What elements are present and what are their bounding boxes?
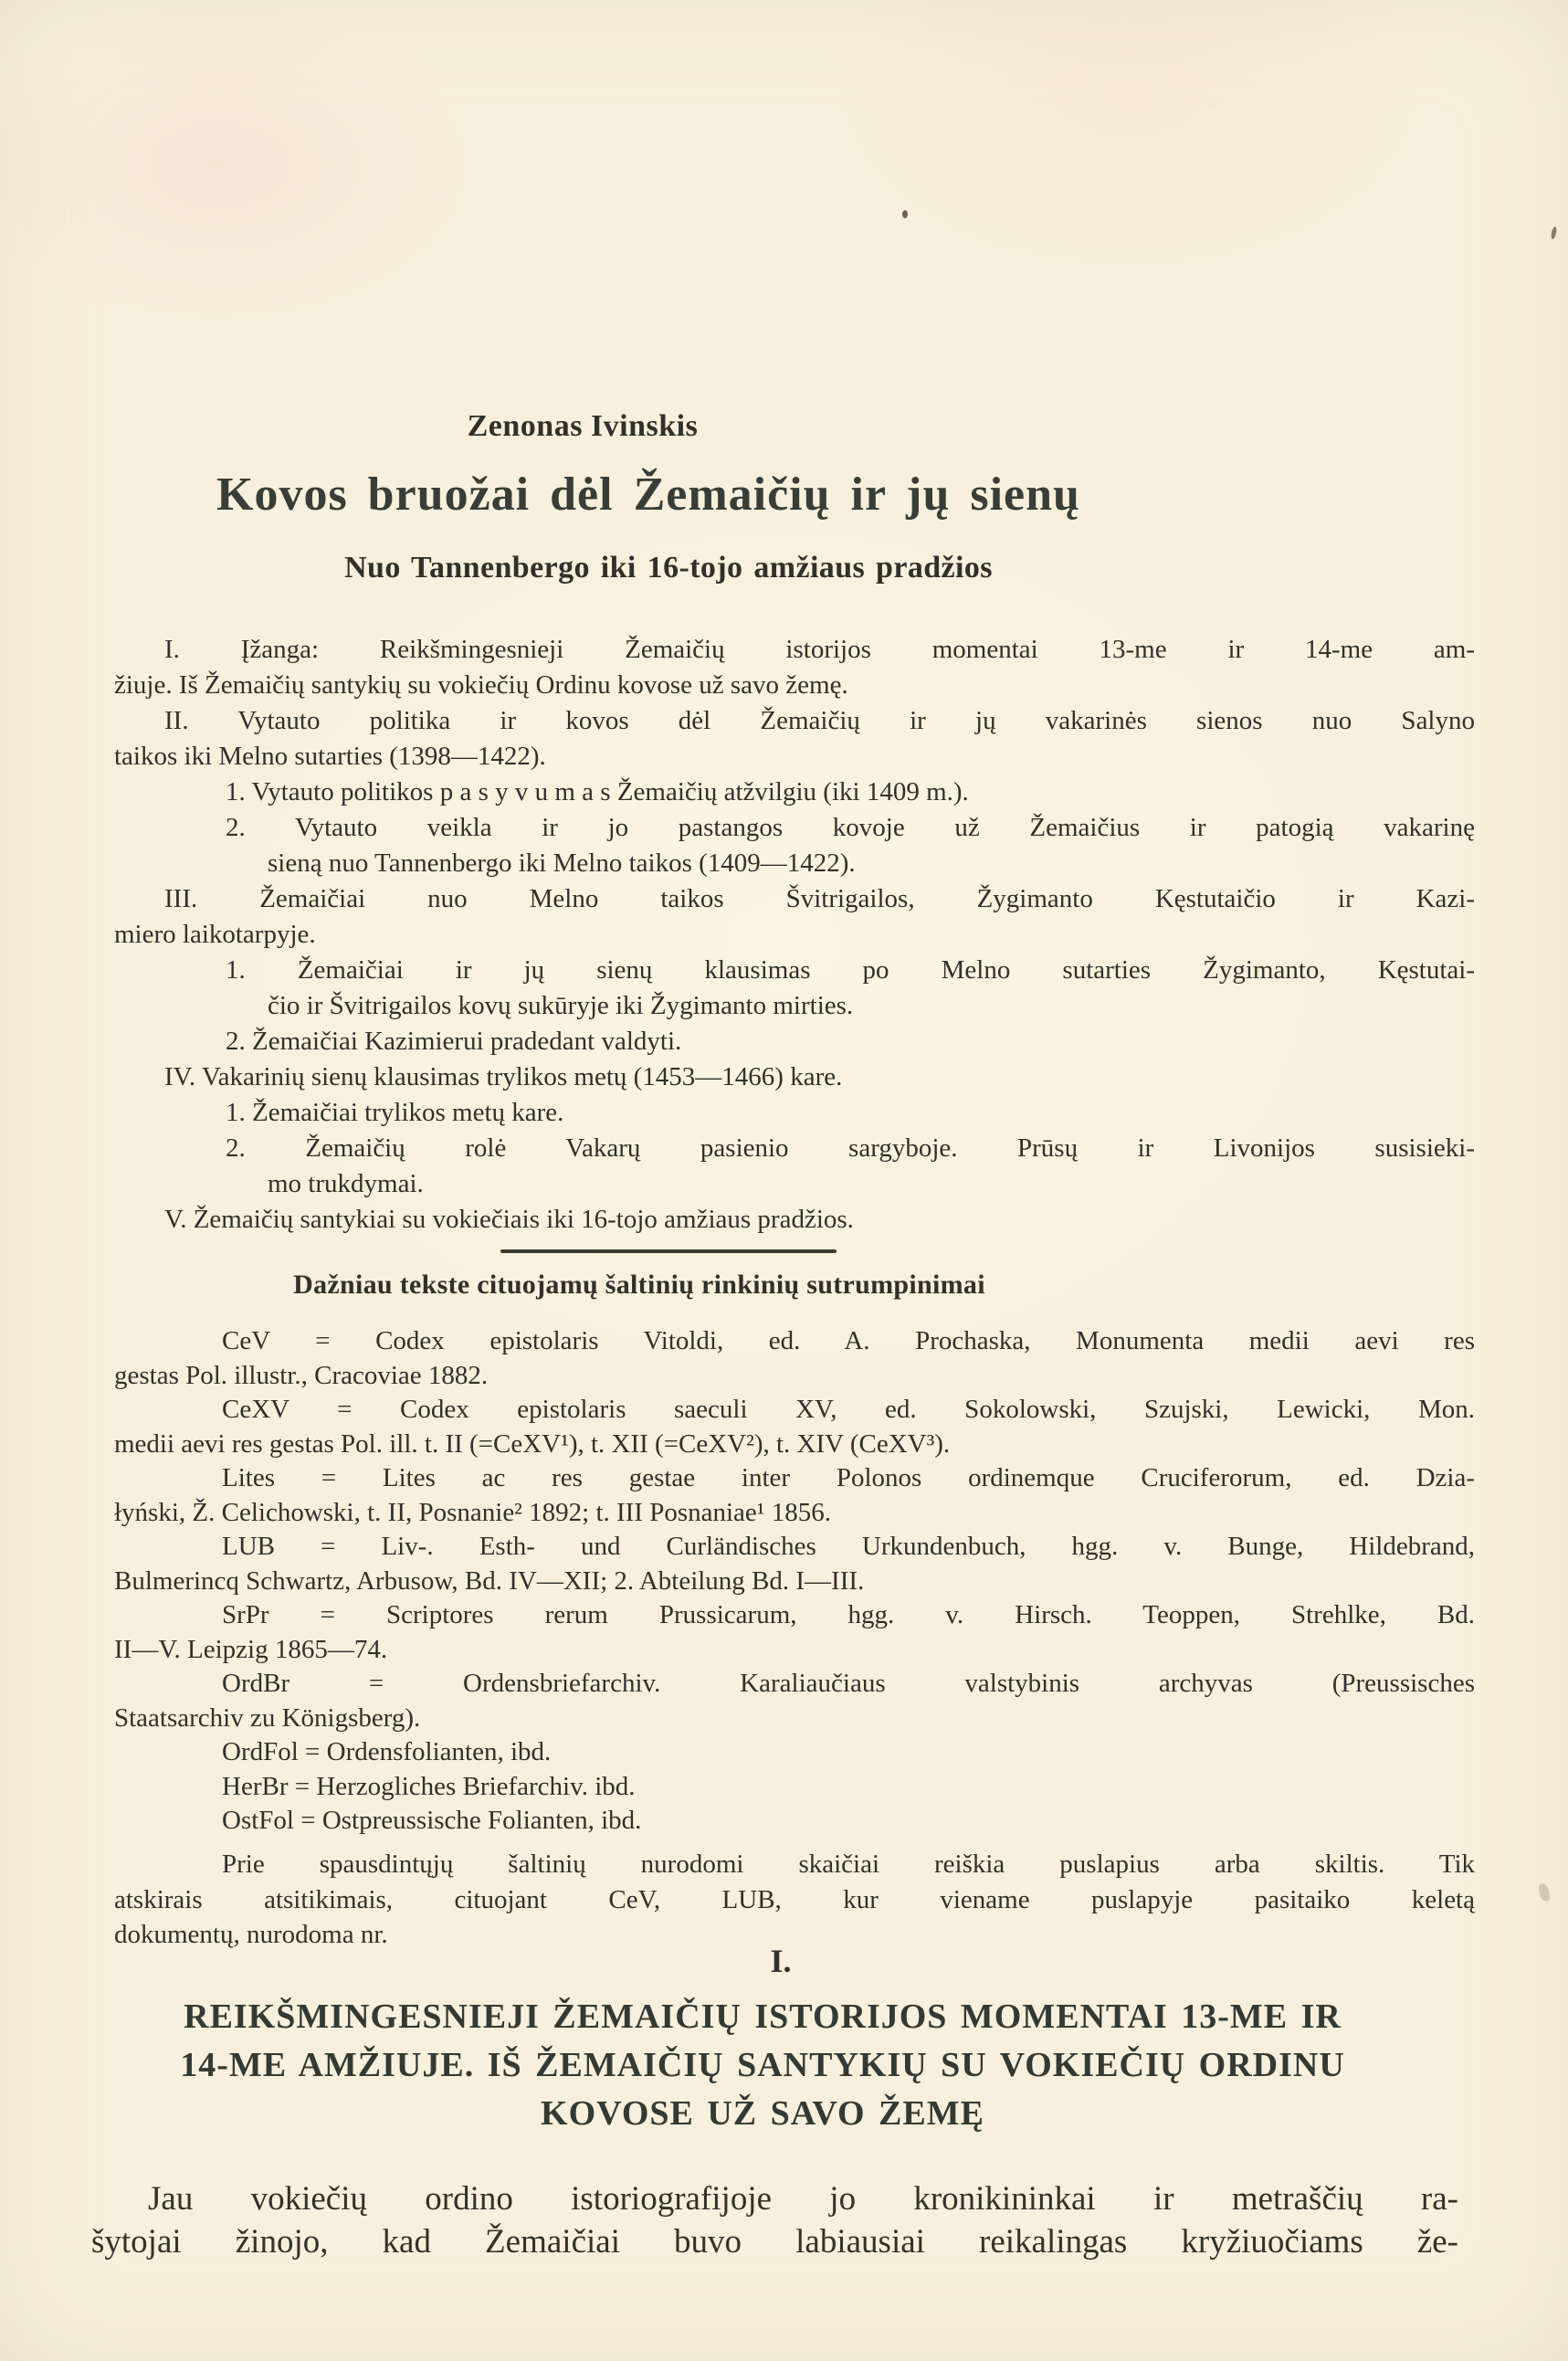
abbreviation-line: Bulmerincq Schwartz, Arbusow, Bd. IV—XII; 2. Abteilung Bd. I—III. [114, 1565, 865, 1596]
abbreviation-line: Staatsarchiv zu Königsberg). [114, 1702, 421, 1733]
scan-speck [1551, 227, 1558, 240]
abbreviations-heading: Dažniau tekste cituojamų šaltinių rinkinių sutrumpinimai [293, 1270, 985, 1300]
abbreviation-line: OrdFol = Ordensfolianten, ibd. [222, 1737, 552, 1766]
body-line: šytojai žinojo, kad Žemaičiai buvo labiausiai reikalingas kryžiuočiams že- [91, 2223, 1458, 2261]
note-line: dokumentų, nurodoma nr. [114, 1920, 388, 1949]
document-header [96, 409, 1201, 585]
toc-line: 1. Vytauto politikos p a s y v u m a s Žemaičių atžvilgiu (iki 1409 m.). [226, 777, 969, 806]
toc-line: 2. Žemaičių rolė Vakarų pasienio sargyboje. Prūsų ir Livonijos susisieki- [226, 1133, 1475, 1163]
abbreviation-line: CeXV = Codex epistolaris saeculi XV, ed. Sokolowski, Szujski, Lewicki, Mon. [222, 1395, 1475, 1424]
chapter-heading-line: 14-ME AMŽIUJE. IŠ ŽEMAIČIŲ SANTYKIŲ SU VOKIEČIŲ ORDINU [180, 2046, 1345, 2084]
toc-line: sieną nuo Tannenbergo iki Melno taikos (1409—1422). [268, 848, 856, 878]
abbreviation-line: medii aevi res gestas Pol. ill. t. II (=CeXV¹), t. XII (=CeXV²), t. XIV (CeXV³). [114, 1428, 951, 1459]
toc-line: taikos iki Melno sutarties (1398—1422). [114, 742, 546, 771]
chapter-heading [55, 1993, 1470, 2138]
toc-line: V. Žemaičių santykiai su vokiečiais iki 16-tojo amžiaus pradžios. [164, 1205, 854, 1234]
abbreviations-list [114, 1324, 1475, 1839]
abbreviation-line: LUB = Liv-. Esth- und Curländisches Urkundenbuch, hgg. v. Bunge, Hildebrand, [222, 1532, 1475, 1561]
toc-line: 2. Vytauto veikla ir jo pastangos kovoje už Žemaičius ir patogią vakarinę [226, 813, 1475, 842]
citation-note-paragraph [114, 1847, 1475, 1953]
toc-line: žiuje. Iš Žemaičių santykių su vokiečių Ordinu kovose už savo žemę. [114, 670, 848, 700]
abbreviation-line: OrdBr = Ordensbriefarchiv. Karaliaučiaus valstybinis archyvas (Preussisches [222, 1669, 1475, 1698]
note-line: atskirais atsitikimais, cituojant CeV, LUB, kur viename puslapyje pasitaiko keletą [114, 1884, 1475, 1914]
abbreviation-line: łyński, Ž. Celichowski, t. II, Posnanie² 1892; t. III Posnaniae¹ 1856. [114, 1497, 831, 1527]
toc-line: IV. Vakarinių sienų klausimas trylikos metų (1453—1466) kare. [164, 1062, 843, 1091]
document-subtitle: Nuo Tannenbergo iki 16-tojo amžiaus pradžios [344, 551, 993, 585]
toc-line: miero laikotarpyje. [114, 920, 316, 949]
abbreviation-line: SrPr = Scriptores rerum Prussicarum, hgg. v. Hirsch. Teoppen, Strehlke, Bd. [222, 1600, 1475, 1629]
chapter-heading-line: KOVOSE UŽ SAVO ŽEMĘ [541, 2094, 984, 2133]
abbreviation-line: HerBr = Herzogliches Briefarchiv. ibd. [222, 1771, 636, 1801]
chapter-numeral: I. [770, 1943, 792, 1979]
toc-line: I. Įžanga: Reikšmingesnieji Žemaičių istorijos momentai 13-me ir 14-me am- [164, 635, 1475, 664]
scan-speck [1537, 1882, 1552, 1903]
body-line: Jau vokiečių ordino istoriografijoje jo kronikininkai ir metraščių ra- [148, 2180, 1458, 2218]
toc-line: 2. Žemaičiai Kazimierui pradedant valdyti. [226, 1027, 682, 1056]
toc-line: mo trukdymai. [268, 1169, 424, 1198]
abbreviation-line: gestas Pol. illustr., Cracoviae 1882. [114, 1360, 489, 1390]
abbreviation-line: Lites = Lites ac res gestae inter Polonos ordinemque Cruciferorum, ed. Dzia- [222, 1463, 1475, 1492]
body-paragraph [91, 2177, 1458, 2263]
toc-line: II. Vytauto politika ir kovos dėl Žemaičių ir jų vakarinės sienos nuo Salyno [164, 706, 1475, 735]
abbreviation-line: II—V. Leipzig 1865—74. [114, 1634, 388, 1664]
note-line: Prie spausdintųjų šaltinių nurodomi skaičiai reiškia puslapius arba skiltis. Tik [222, 1850, 1475, 1879]
abbreviation-line: CeV = Codex epistolaris Vitoldi, ed. A. Prochaska, Monumenta medii aevi res [222, 1326, 1475, 1355]
document-title: Kovos bruožai dėl Žemaičių ir jų sienų [216, 469, 1080, 521]
scan-speck [902, 210, 908, 218]
chapter-heading-line: REIKŠMINGESNIEJI ŽEMAIČIŲ ISTORIJOS MOMENTAI 13-ME IR [184, 1997, 1342, 2036]
abbreviation-line: OstFol = Ostpreussische Folianten, ibd. [222, 1806, 642, 1835]
toc-line: čio ir Švitrigailos kovų sukūryje iki Žygimanto mirties. [268, 991, 854, 1020]
table-of-contents [114, 632, 1475, 1238]
toc-line: 1. Žemaičiai trylikos metų kare. [226, 1098, 564, 1127]
author-name: Zenonas Ivinskis [467, 409, 699, 443]
toc-line: 1. Žemaičiai ir jų sienų klausimas po Melno sutarties Žygimanto, Kęstutai- [226, 955, 1475, 985]
toc-line: III. Žemaičiai nuo Melno taikos Švitrigailos, Žygimanto Kęstutaičio ir Kazi- [164, 884, 1475, 913]
section-divider-rule [500, 1249, 837, 1253]
